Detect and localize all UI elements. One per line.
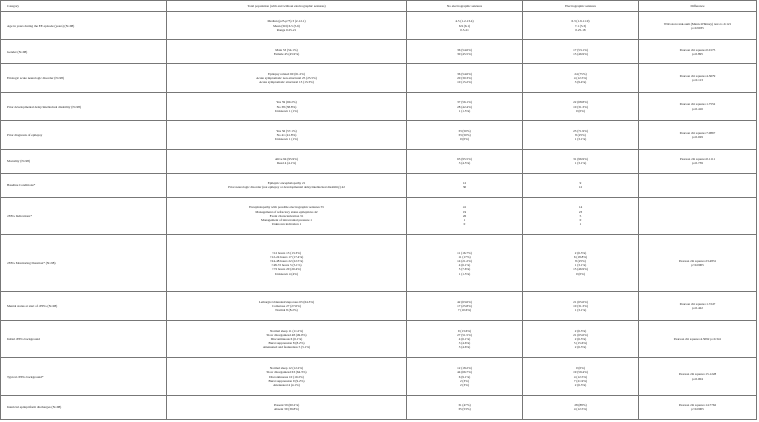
cell-category: Etiologic acute neurologic disorder (N=98) xyxy=(1,64,167,92)
table-row xyxy=(1,173,757,197)
cell-total xyxy=(167,12,407,40)
cell-line: 12 (18.2%) xyxy=(457,366,472,371)
cell-line: Epileptic encephalopathy 21 xyxy=(267,181,306,186)
cell-seizures xyxy=(523,235,639,292)
cell-line: Prior neurologic disorder (not epilepsy or developmental delay/intellectual disability) 42 xyxy=(228,185,345,190)
cell-total xyxy=(167,358,407,396)
cell-line: Discontinuous 10 (10.2%) xyxy=(269,374,304,379)
header-difference: Difference xyxy=(639,1,757,12)
cell-seizures xyxy=(523,173,639,197)
cell-total xyxy=(167,235,407,292)
table-row xyxy=(1,292,757,320)
cell-total xyxy=(167,173,407,197)
cell-line: Acute symptomatic structural 13 (13.3%) xyxy=(259,80,314,85)
cell-line: Yes 56 (57.1%) xyxy=(276,128,297,133)
cell-line: Pearson chi square=15.1228 xyxy=(678,372,717,377)
cell-line: Male 53 (54.1%) xyxy=(275,47,298,52)
cell-total xyxy=(167,320,407,358)
cell-line: 7 (21.9%) xyxy=(573,378,588,383)
cell-line: 7 (10.6%) xyxy=(457,308,472,313)
cell-no-seizures xyxy=(407,64,523,92)
cell-line: 19 (59.4%) xyxy=(573,370,588,375)
cell-line: Dead 4 (4.1%) xyxy=(276,161,297,166)
cell-total xyxy=(167,64,407,92)
cell-line: Present 59 (60.2%) xyxy=(273,403,300,408)
cell-line: Range 0.25-21 xyxy=(276,27,297,32)
table-row xyxy=(1,92,757,120)
cell-line: 14 (21.2%) xyxy=(457,259,472,264)
cell-line: 23 xyxy=(578,209,583,214)
cell-line: 30 xyxy=(462,185,467,190)
cell-line: No 38 (38.8%) xyxy=(276,104,297,109)
cell-line: Attenuated 4 (4.1%) xyxy=(273,382,300,387)
cell-line: p=0.739 xyxy=(692,161,703,166)
cell-line: 19 xyxy=(462,209,467,214)
cell-line: Normal sleep 11 (11.2%) xyxy=(269,328,304,333)
cell-line: 14 xyxy=(578,205,583,210)
cell-line: Pearson chi square=1.7247 xyxy=(679,301,716,306)
cell-line: 1 xyxy=(579,222,582,227)
cell-line: 9 (13.6%) xyxy=(457,328,472,333)
cell-line: 2 (6.3%) xyxy=(574,382,587,387)
cell-line: Pearson chi square=23.4831 xyxy=(678,259,717,264)
cell-line: 15 (46.9%) xyxy=(573,267,588,272)
cell-category: cEEG Indications* xyxy=(1,197,167,235)
cell-total xyxy=(167,121,407,149)
cell-line: 12 xyxy=(462,181,467,186)
cell-line: >24-48 hours 22 (22.5%) xyxy=(269,259,304,264)
cell-line: 6 (9.1%) xyxy=(458,374,471,379)
cell-line: Unknown indication 1 xyxy=(271,222,302,227)
cell-line: Comatose 27 (27.6%) xyxy=(272,303,301,308)
cell-line: 63 (95.5%) xyxy=(457,157,472,162)
table-row xyxy=(1,358,757,396)
cell-line: 10 (31.3%) xyxy=(573,104,588,109)
cell-line: 5 (15.6%) xyxy=(573,341,588,346)
cell-line: Slow disorganized 63 (64.3%) xyxy=(266,370,307,375)
cell-line: 27 (51.5%) xyxy=(457,332,472,337)
cell-line: >48-72 hours 5 (5.1%) xyxy=(271,263,302,268)
cell-line: Management of refractory status epilepticus 42 xyxy=(255,209,318,214)
cell-line: Burst suppression 8 (8.2%) xyxy=(268,341,305,346)
cell-line: Unknown 1 (1%) xyxy=(275,137,298,142)
cell-line: 42 (63.6%) xyxy=(457,299,472,304)
header-total: Total population (with and without electrographic seizures) xyxy=(167,1,407,12)
cell-seizures xyxy=(523,292,639,320)
cell-line: 2 (6.3%) xyxy=(574,345,587,350)
cell-line: 3 (9.4%) xyxy=(574,80,587,85)
cell-category: Initial cEEG background xyxy=(1,320,167,358)
cell-line: 0 (0%) xyxy=(575,366,586,371)
cell-line: 31 (47%) xyxy=(458,403,471,408)
cell-difference xyxy=(639,320,757,358)
cell-difference xyxy=(639,121,757,149)
cell-line: 10 (31.3%) xyxy=(573,303,588,308)
cell-line: Median (p25-p75) 3 (2-12.1) xyxy=(267,19,306,24)
cell-line: 8 (25%) xyxy=(575,259,586,264)
cell-category: Mortality (N=98) xyxy=(1,149,167,173)
header-row xyxy=(1,1,757,12)
cell-line: 5 xyxy=(579,213,582,218)
cell-total xyxy=(167,92,407,120)
cell-category: Gender (N=98) xyxy=(1,40,167,64)
cell-line: 6 (18.8%) xyxy=(573,254,588,259)
cell-difference xyxy=(639,12,757,40)
cell-category: Baseline Conditions* xyxy=(1,173,167,197)
cell-line: Epilepsy related 60 (61.2%) xyxy=(268,71,305,76)
header-seizures: Electrographic seizures xyxy=(523,1,639,12)
cell-seizures xyxy=(523,197,639,235)
cell-line: 5 (7.6%) xyxy=(458,267,471,272)
cell-seizures xyxy=(523,395,639,419)
cell-category: cEEG Monitoring Duration* (N=98) xyxy=(1,235,167,292)
cell-category: Interictal epileptiform discharges (N=98) xyxy=(1,395,167,419)
cell-line: Slow disorganized 48 (49.0%) xyxy=(266,332,307,337)
cell-line: 0 (0%) xyxy=(575,271,586,276)
cell-difference xyxy=(639,149,757,173)
table-row xyxy=(1,149,757,173)
table-row xyxy=(1,320,757,358)
table-row xyxy=(1,40,757,64)
cell-line: 10 (15.2%) xyxy=(457,80,472,85)
cell-line: 17 (53.1%) xyxy=(573,47,588,52)
cell-line: 3 (4.6%) xyxy=(458,341,471,346)
cell-line: Female 45 (45.9%) xyxy=(273,51,300,56)
cell-no-seizures xyxy=(407,173,523,197)
cell-line: 2 (6.3%) xyxy=(574,328,587,333)
cell-no-seizures xyxy=(407,40,523,64)
cell-line: 4 (12.5%) xyxy=(573,407,588,412)
cell-line: Mean (SD) 6.5 (5.6) xyxy=(273,23,300,28)
cell-line: 11 (16.7%) xyxy=(457,250,472,255)
cell-category: Prior diagnosis of epilepsy xyxy=(1,121,167,149)
cell-total xyxy=(167,292,407,320)
cell-line: 4.5 (1.2-13.4) xyxy=(455,19,474,24)
table-row xyxy=(1,121,757,149)
table-row xyxy=(1,235,757,292)
cell-line: 30 (45.5%) xyxy=(457,51,472,56)
cell-difference xyxy=(639,92,757,120)
cell-difference xyxy=(639,395,757,419)
cell-difference xyxy=(639,358,757,396)
cell-line: 23 (71.9%) xyxy=(573,128,588,133)
cell-line: Unknown 4 (4%) xyxy=(275,271,298,276)
cell-line: 0 (0%) xyxy=(459,137,470,142)
cell-line: Management of intracranial pressure 1 xyxy=(261,218,312,223)
cell-total xyxy=(167,40,407,64)
cell-line: 2 (6.3%) xyxy=(574,250,587,255)
cell-line: 44 (66.7%) xyxy=(457,370,472,375)
cell-seizures xyxy=(523,12,639,40)
cell-line: 33 (50%) xyxy=(458,128,471,133)
cell-line: p=0.004 xyxy=(692,376,703,381)
cell-no-seizures xyxy=(407,12,523,40)
cell-line: Absent 39 (39.8%) xyxy=(274,407,299,412)
cell-seizures xyxy=(523,40,639,64)
cell-line: 21 (65.6%) xyxy=(573,299,588,304)
cell-line: Pearson chi square=4.3679 xyxy=(679,73,716,78)
cell-no-seizures xyxy=(407,395,523,419)
cell-no-seizures xyxy=(407,92,523,120)
cell-line: 28 (42.4%) xyxy=(457,104,472,109)
cell-line: 1 (1.5%) xyxy=(458,271,471,276)
cell-line: 35 (53%) xyxy=(458,407,471,412)
cell-difference xyxy=(639,292,757,320)
cell-line: 0.25-18 xyxy=(575,27,586,32)
cell-difference xyxy=(639,197,757,235)
cell-line: 3 (4.6%) xyxy=(458,345,471,350)
cell-line: 1 (3.1%) xyxy=(574,137,587,142)
cell-line: >72 hours 20 (20.4%) xyxy=(272,267,301,272)
cell-line: 9 xyxy=(579,181,582,186)
cell-line: 24 (75%) xyxy=(574,71,587,76)
header-no-seizures: No electrographic seizures xyxy=(407,1,523,12)
cell-category: Typical cEEG background* xyxy=(1,358,167,396)
cell-line: 28 (88%) xyxy=(574,403,587,408)
cell-line: 15 (46.9%) xyxy=(573,51,588,56)
cell-difference xyxy=(639,40,757,64)
cell-line: 0 xyxy=(463,222,466,227)
cell-seizures xyxy=(523,64,639,92)
cell-difference xyxy=(639,64,757,92)
cell-seizures xyxy=(523,320,639,358)
cell-line: Normal sleep 12 (12.2%) xyxy=(269,366,304,371)
cell-line: 41 xyxy=(462,205,467,210)
cell-line: Pearson chi square=1.7552 xyxy=(679,102,716,107)
cell-seizures xyxy=(523,92,639,120)
cell-line: 20 (30.3%) xyxy=(457,76,472,81)
cell-total xyxy=(167,197,407,235)
cell-no-seizures xyxy=(407,358,523,396)
cell-line: >12-24 hours 17 (17.4%) xyxy=(269,254,304,259)
cell-line: p<0.0005 xyxy=(691,263,704,268)
cell-line: 4 (12.5%) xyxy=(573,76,588,81)
cell-line: Discontinuous 6 (6.1%) xyxy=(270,336,303,341)
cell-line: 1 (1.5%) xyxy=(458,108,471,113)
cell-line: Pearson chi square=7.0867 xyxy=(679,130,716,135)
cell-line: 1 (3.1%) xyxy=(574,263,587,268)
cell-line: 36 (54.6%) xyxy=(457,47,472,52)
cell-line: 8 (25%) xyxy=(575,133,586,138)
cell-line: 0.5-21 xyxy=(460,27,469,32)
cell-line: Event characterization 31 xyxy=(269,213,304,218)
cell-line: Pearson chi square=14.7762 xyxy=(678,403,717,408)
cell-line: p=0.422 xyxy=(692,306,703,310)
cell-line: 12 xyxy=(578,185,583,190)
table-row xyxy=(1,64,757,92)
cell-no-seizures xyxy=(407,235,523,292)
cell-line: Pearson chi square=0.0175 xyxy=(679,47,716,52)
cell-line: 1 xyxy=(463,218,466,223)
cell-line: 0 (0%) xyxy=(575,108,586,113)
cell-line: p=0.029 xyxy=(692,135,703,140)
cell-line: 21 (65.6%) xyxy=(573,332,588,337)
cell-total xyxy=(167,395,407,419)
cell-line: p<0.0005 xyxy=(691,407,704,412)
cell-line: 2 (3%) xyxy=(459,378,470,383)
cell-no-seizures xyxy=(407,121,523,149)
cell-seizures xyxy=(523,149,639,173)
cell-line: 1 (3.1%) xyxy=(574,308,587,313)
cell-line: 37 (56.1%) xyxy=(457,100,472,105)
cell-no-seizures xyxy=(407,197,523,235)
cell-total xyxy=(167,149,407,173)
cell-line: 36 (54.6%) xyxy=(457,71,472,76)
cell-line: p=0.9035 xyxy=(691,25,704,30)
cell-line: p=0.416 xyxy=(692,106,703,111)
header-category: Category xyxy=(1,1,167,12)
cell-seizures xyxy=(523,358,639,396)
cell-line: 6.9 (6.1) xyxy=(458,23,471,28)
cell-line: Burst suppression 9 (9.2%) xyxy=(268,378,305,383)
cell-line: Pearson chi square=4.5092 p=0.341 xyxy=(673,336,722,341)
cell-line: 2 (6.3%) xyxy=(574,336,587,341)
cell-line: 17 (25.8%) xyxy=(457,303,472,308)
cell-line: 2 (3%) xyxy=(459,382,470,387)
cell-line: 4 (6.1%) xyxy=(458,336,471,341)
cell-line: 4 (12.5%) xyxy=(573,374,588,379)
cell-line: 1 (3.1%) xyxy=(574,161,587,166)
cell-category: Age in years during the EE episode (years) (N=98) xyxy=(1,12,167,40)
cell-line: Alive 94 (95.9%) xyxy=(275,157,298,162)
cell-line: No 41 (41.8%) xyxy=(276,133,297,138)
cell-no-seizures xyxy=(407,320,523,358)
cell-line: 6.3 (1.9-11.9) xyxy=(571,19,590,24)
cell-line: 3 (4.5%) xyxy=(458,161,471,166)
table-row xyxy=(1,197,757,235)
cell-line: 11 (17%) xyxy=(458,254,471,259)
cell-line: Wilcoxon rank-sum (Mann-Whitney) test z=-0.121 xyxy=(663,21,732,26)
cell-line: Unknown 1 (1%) xyxy=(275,108,298,113)
cell-line: Attenuated and featureless 5 (5.1%) xyxy=(262,345,311,350)
table-row xyxy=(1,395,757,419)
cell-line: Yes 59 (60.2%) xyxy=(276,100,297,105)
cell-line: Normal 8 (8.2%) xyxy=(275,308,298,313)
cell-line: 33 (50%) xyxy=(458,133,471,138)
cell-line: 31 (96.9%) xyxy=(573,157,588,162)
cell-line: 0 xyxy=(579,218,582,223)
cell-difference xyxy=(639,173,757,197)
cell-line: Pearson chi square=0.1111 xyxy=(679,157,716,162)
cell-line: Acute symptomatic non-structural 25 (25.5%) xyxy=(256,76,317,81)
table-row xyxy=(1,12,757,40)
cell-line: Lethargic/obtunded/stuporous 63 (64.3%) xyxy=(258,299,315,304)
cell-no-seizures xyxy=(407,149,523,173)
cell-seizures xyxy=(523,121,639,149)
cell-line: <12 hours 13 (13.3%) xyxy=(272,250,301,255)
cell-line: 4 (6.1%) xyxy=(458,263,471,268)
cell-no-seizures xyxy=(407,292,523,320)
cell-line: 22 (68.8%) xyxy=(573,100,588,105)
cell-difference xyxy=(639,235,757,292)
cell-category: Prior developmental delay/intellectual disability (N=98) xyxy=(1,92,167,120)
cell-line: p=0.895 xyxy=(692,51,703,56)
cell-line: Encephalopathy with possible electrographic seizures 55 xyxy=(249,205,324,210)
cell-line: 26 xyxy=(462,213,467,218)
cell-line: 7.1 (5.3) xyxy=(574,23,587,28)
cell-line: p=0.113 xyxy=(692,78,703,83)
cell-category: Mental status at start of cEEG (N=98) xyxy=(1,292,167,320)
table-body xyxy=(1,12,757,420)
